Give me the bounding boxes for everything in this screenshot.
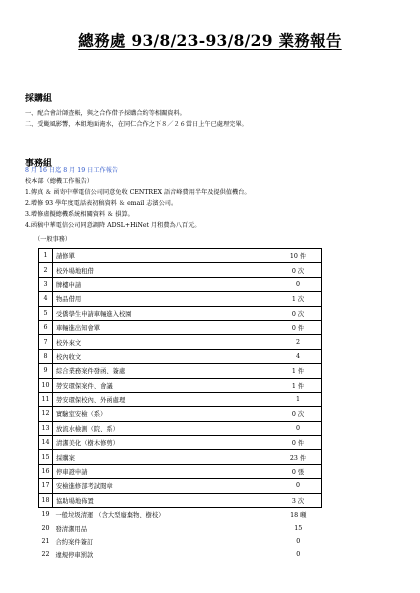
- table-row: [39, 378, 322, 392]
- task-number: 20: [41, 524, 50, 532]
- table-row: [39, 493, 322, 507]
- task-number: 15: [39, 450, 53, 464]
- procurement-item-1: 一、配合會計師查帳，與之合作借予採購合約等相關資料。: [25, 110, 186, 117]
- table-row: [39, 364, 322, 378]
- task-count: 15: [294, 524, 303, 532]
- task-description: 實驗室安檢（系）: [53, 407, 276, 421]
- table-row: [39, 508, 322, 522]
- task-description: 校外來文: [53, 335, 276, 349]
- task-count: 0 次: [275, 407, 322, 421]
- task-description: 勞安環保案件、會議: [53, 378, 276, 392]
- task-count: 3 次: [275, 493, 322, 507]
- procurement-item-2: 二、受颱風影響，本組地面淹水，在同仁合作之下８／２６當日上午已處理完畢。: [25, 121, 248, 128]
- task-number: 8: [39, 349, 53, 363]
- table-row: [39, 292, 322, 306]
- task-count: 2: [275, 335, 322, 349]
- task-number: 22: [41, 551, 50, 559]
- task-description: 協助場地佈置: [53, 493, 276, 507]
- task-count: 0: [296, 551, 301, 559]
- task-number: 13: [39, 421, 53, 435]
- task-count: 10 件: [275, 249, 322, 263]
- task-description: 安檢進修部考試閱章: [53, 479, 276, 493]
- task-count: 0 張: [275, 464, 322, 478]
- task-number: 12: [39, 407, 53, 421]
- table-row: [39, 392, 322, 406]
- task-description: 一般垃圾清運 （含大型廢棄物、樹枝）: [55, 512, 165, 520]
- table-row: [39, 263, 322, 277]
- task-count: 4: [275, 349, 322, 363]
- table-row: [39, 535, 322, 548]
- task-number: 7: [39, 335, 53, 349]
- task-number: 17: [39, 479, 53, 493]
- task-description: 違規停車罰款: [55, 552, 94, 560]
- task-description: 受僑學生申請車輛進入校園: [53, 306, 276, 320]
- task-number: 18: [39, 493, 53, 507]
- task-description: 清潔美化（樹木修剪）: [53, 436, 276, 450]
- task-number: 9: [39, 364, 53, 378]
- report-title: 總務處 93/8/23-93/8/29 業務報告: [78, 31, 342, 50]
- task-description: 放流水檢測（院、系）: [53, 421, 276, 435]
- table-row: [39, 521, 322, 534]
- table-row: [39, 436, 322, 450]
- table-row: [39, 320, 322, 334]
- task-count: 0 次: [275, 306, 322, 320]
- task-description: 請修單: [53, 249, 276, 263]
- affairs-item-3: 3.增修虛擬總機系統相關資料 ＆ 損算。: [25, 211, 134, 218]
- task-count: 18 噸: [290, 512, 307, 520]
- task-description: 採購案: [53, 450, 276, 464]
- task-count: 0: [275, 277, 322, 291]
- task-number: 21: [41, 538, 50, 545]
- task-description: 校內收文: [53, 349, 276, 363]
- table-row: [39, 335, 322, 349]
- affairs-period: 8 月 16 日迄 8 月 19 日工作報告: [25, 167, 119, 174]
- affairs-heading: 事務組: [25, 159, 53, 169]
- table-row: [39, 421, 322, 435]
- task-number: 1: [39, 249, 53, 263]
- task-description: 綜合業務案件發函、簽處: [53, 364, 276, 378]
- task-number: 3: [39, 277, 53, 291]
- task-number: 4: [39, 292, 53, 306]
- task-description: 牌樓申請: [53, 277, 276, 291]
- task-number: 2: [39, 263, 53, 277]
- affairs-item-2: 2.增修 93 學年度電話表初稿資料 ＆ email 志濱公司。: [25, 200, 178, 207]
- task-count: 0: [275, 421, 322, 435]
- table-row: [39, 277, 322, 291]
- task-count: 1 次: [275, 292, 322, 306]
- task-description: 發清潔用品: [55, 525, 87, 533]
- task-description: 勞安環保校內、外函處理: [53, 392, 276, 406]
- table-row: [39, 306, 322, 320]
- table-row: [39, 349, 322, 363]
- task-description: 合約案件簽訂: [55, 539, 94, 546]
- affairs-note: （一般事務）: [34, 236, 72, 243]
- task-count: 0 次: [275, 263, 322, 277]
- task-description: 物品借用: [53, 292, 276, 306]
- table-row: [39, 249, 322, 263]
- task-description: 校外場地租借: [53, 263, 276, 277]
- task-count: 0 件: [275, 320, 322, 334]
- table-row: [39, 548, 322, 561]
- task-number: 6: [39, 320, 53, 334]
- task-number: 19: [41, 511, 50, 519]
- task-number: 11: [39, 392, 53, 406]
- affairs-subheading: 校本部（總機工作報告）: [25, 178, 94, 185]
- task-count: 23 件: [275, 450, 322, 464]
- task-count: 0: [275, 479, 322, 493]
- task-number: 16: [39, 464, 53, 478]
- procurement-heading: 採購組: [25, 94, 53, 104]
- tasks-table: [38, 248, 322, 562]
- task-number: 5: [39, 306, 53, 320]
- table-row: [39, 407, 322, 421]
- task-description: 停車證申請: [53, 464, 276, 478]
- task-count: 1 件: [275, 378, 322, 392]
- task-description: 車輛進出知會單: [53, 320, 276, 334]
- table-row: [39, 450, 322, 464]
- task-count: 0: [296, 538, 301, 545]
- task-count: 0 件: [275, 436, 322, 450]
- table-row: [39, 464, 322, 478]
- table-row: [39, 479, 322, 493]
- affairs-item-4: 4.函稿中華電信公司同意調降 ADSL+HiNet 月租費為八百元。: [25, 222, 201, 229]
- task-count: 1: [275, 392, 322, 406]
- task-number: 14: [39, 436, 53, 450]
- task-number: 10: [39, 378, 53, 392]
- task-count: 1 件: [275, 364, 322, 378]
- affairs-item-1: 1.傳真 ＆ 函寄中華電信公司同意免收 CENTREX 語音峰費用半年及提供值機台。: [25, 189, 251, 196]
